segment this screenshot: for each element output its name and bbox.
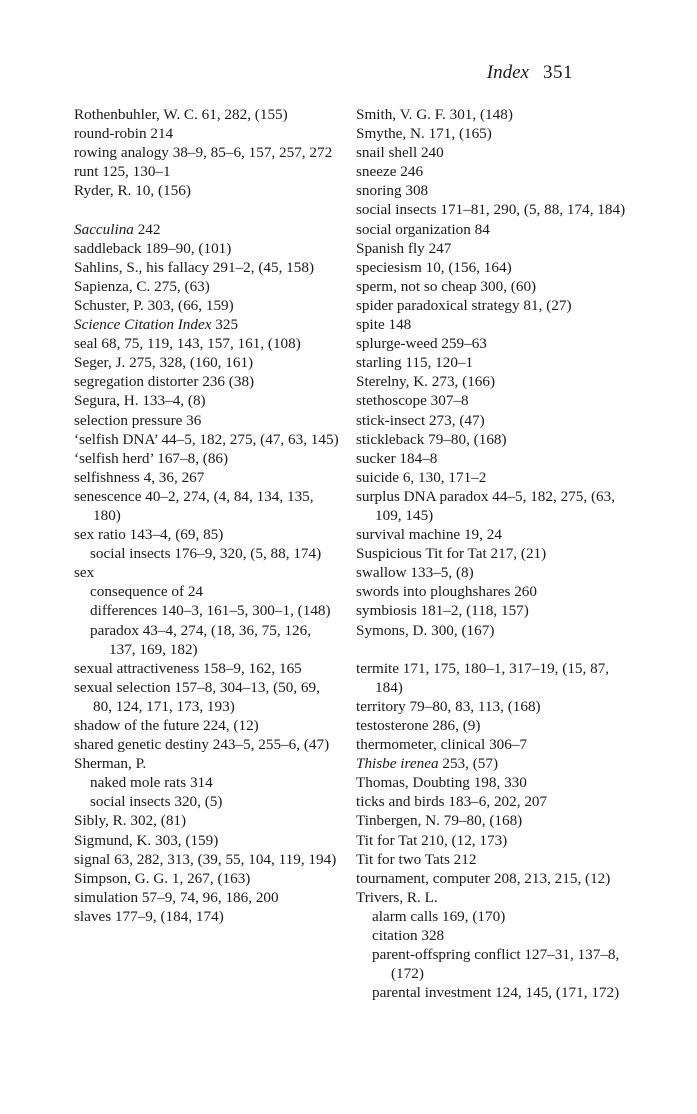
index-entry xyxy=(74,353,339,372)
index-entry xyxy=(356,850,626,869)
entry-text: Symons, D. 300, (167) xyxy=(356,621,495,639)
entry-text: differences 140–3, 161–5, 300–1, (148) xyxy=(90,602,331,620)
index-column-left xyxy=(74,105,339,926)
index-entry xyxy=(356,430,626,449)
entry-text: social insects 176–9, 320, (5, 88, 174) xyxy=(90,545,322,563)
index-entry xyxy=(356,697,626,716)
index-entry xyxy=(356,334,626,353)
entry-text: stickleback 79–80, (168) xyxy=(356,430,507,448)
index-entry xyxy=(74,105,339,124)
index-entry xyxy=(356,582,626,601)
index-entry xyxy=(356,105,626,124)
entry-italic-term: Thisbe irenea xyxy=(356,755,439,773)
index-entry xyxy=(74,831,339,850)
entry-text: Tit for two Tats 212 xyxy=(356,850,477,868)
entry-text: 242 xyxy=(133,220,161,238)
entry-text: sucker 184–8 xyxy=(356,449,438,467)
index-subentry xyxy=(74,544,339,563)
index-entry xyxy=(74,391,339,410)
index-entry xyxy=(356,353,626,372)
entry-text: speciesism 10, (156, 164) xyxy=(356,258,512,276)
entry-text: ‘selfish DNA’ 44–5, 182, 275, (47, 63, 145) xyxy=(74,430,339,448)
index-subentry xyxy=(356,926,626,945)
entry-text: sex ratio 143–4, (69, 85) xyxy=(74,526,224,544)
index-entry xyxy=(356,411,626,430)
index-entry xyxy=(356,468,626,487)
entry-text: Smythe, N. 171, (165) xyxy=(356,125,492,143)
entry-text: swords into ploughshares 260 xyxy=(356,583,537,601)
index-entry xyxy=(356,449,626,468)
entry-text: thermometer, clinical 306–7 xyxy=(356,736,528,754)
entry-text: snail shell 240 xyxy=(356,144,444,162)
entry-text: ticks and birds 183–6, 202, 207 xyxy=(356,793,548,811)
entry-text: spider paradoxical strategy 81, (27) xyxy=(356,296,572,314)
index-entry xyxy=(74,162,339,181)
entry-text: paradox 43–4, 274, (18, 36, 75, 126, 137, 169, 182) xyxy=(90,621,312,658)
entry-text: parent-offspring conflict 127–31, 137–8, (172) xyxy=(372,946,620,983)
index-entry xyxy=(74,563,339,582)
entry-text: spite 148 xyxy=(356,316,412,334)
index-entry xyxy=(74,468,339,487)
entry-text: surplus DNA paradox 44–5, 182, 275, (63, 109, 145) xyxy=(356,487,616,524)
index-entry xyxy=(74,258,339,277)
index-entry xyxy=(356,200,626,219)
entry-text: suicide 6, 130, 171–2 xyxy=(356,468,487,486)
index-entry xyxy=(74,659,339,678)
index-entry xyxy=(356,773,626,792)
index-entry xyxy=(74,334,339,353)
index-subentry xyxy=(74,773,339,792)
entry-text: Seger, J. 275, 328, (160, 161) xyxy=(74,354,254,372)
entry-text: round-robin 214 xyxy=(74,125,174,143)
entry-text: simulation 57–9, 74, 96, 186, 200 xyxy=(74,888,279,906)
entry-text: Sterelny, K. 273, (166) xyxy=(356,373,496,391)
page-number: 351 xyxy=(543,62,573,83)
index-entry xyxy=(356,811,626,830)
entry-text: alarm calls 169, (170) xyxy=(372,907,506,925)
entry-text: sexual selection 157–8, 304–13, (50, 69, 80, 124, 171, 173, 193) xyxy=(74,678,320,715)
entry-italic-term: Science Citation Index xyxy=(74,316,212,334)
entry-text: Ryder, R. 10, (156) xyxy=(74,182,191,200)
index-entry xyxy=(74,181,339,200)
index-entry xyxy=(74,888,339,907)
index-entry xyxy=(356,143,626,162)
index-subentry xyxy=(356,907,626,926)
index-entry xyxy=(74,239,339,258)
index-entry xyxy=(74,220,339,239)
index-entry xyxy=(74,735,339,754)
index-entry xyxy=(74,525,339,544)
entry-text: Smith, V. G. F. 301, (148) xyxy=(356,106,513,123)
entry-text: ‘selfish herd’ 167–8, (86) xyxy=(74,449,229,467)
entry-text: selfishness 4, 36, 267 xyxy=(74,468,205,486)
index-subentry xyxy=(356,945,626,983)
index-entry xyxy=(356,716,626,735)
index-entry xyxy=(356,563,626,582)
entry-text: parental investment 124, 145, (171, 172) xyxy=(372,984,620,1002)
index-entry xyxy=(356,124,626,143)
index-entry xyxy=(74,811,339,830)
entry-text: 253, (57) xyxy=(438,755,499,773)
index-entry xyxy=(356,239,626,258)
entry-text: Segura, H. 133–4, (8) xyxy=(74,392,206,410)
index-subentry xyxy=(74,792,339,811)
index-entry xyxy=(356,181,626,200)
index-entry xyxy=(356,525,626,544)
entry-text: tournament, computer 208, 213, 215, (12) xyxy=(356,869,611,887)
entry-text: sex xyxy=(74,564,95,582)
index-subentry xyxy=(356,983,626,1002)
entry-text: 325 xyxy=(211,316,239,334)
entry-text: social insects 320, (5) xyxy=(90,793,223,811)
entry-text: Tit for Tat 210, (12, 173) xyxy=(356,831,508,849)
running-head xyxy=(487,62,573,84)
index-entry xyxy=(74,143,339,162)
entry-text: Sapienza, C. 275, (63) xyxy=(74,277,210,295)
entry-text: runt 125, 130–1 xyxy=(74,163,171,181)
index-entry xyxy=(74,449,339,468)
index-entry xyxy=(74,277,339,296)
index-entry xyxy=(356,659,626,697)
index-subentry xyxy=(74,621,339,659)
index-entry xyxy=(356,869,626,888)
index-entry xyxy=(356,372,626,391)
entry-text: snoring 308 xyxy=(356,182,429,200)
entry-text: sperm, not so cheap 300, (60) xyxy=(356,277,537,295)
entry-text: Spanish fly 247 xyxy=(356,239,452,257)
index-entry xyxy=(74,411,339,430)
entry-text: Rothenbuhler, W. C. 61, 282, (155) xyxy=(74,106,288,123)
entry-text: shadow of the future 224, (12) xyxy=(74,717,259,734)
index-entry xyxy=(356,544,626,563)
index-entry xyxy=(356,831,626,850)
entry-text: citation 328 xyxy=(372,927,445,945)
entry-text: rowing analogy 38–9, 85–6, 157, 257, 272 xyxy=(74,144,333,162)
entry-text: slaves 177–9, (184, 174) xyxy=(74,907,224,925)
index-entry xyxy=(356,754,626,773)
index-entry xyxy=(74,850,339,869)
index-entry xyxy=(74,372,339,391)
index-entry xyxy=(356,162,626,181)
index-entry xyxy=(74,315,339,334)
entry-text: symbiosis 181–2, (118, 157) xyxy=(356,602,529,620)
entry-text: survival machine 19, 24 xyxy=(356,526,502,544)
entry-text: Sigmund, K. 303, (159) xyxy=(74,831,219,849)
index-entry xyxy=(356,391,626,410)
entry-text: stethoscope 307–8 xyxy=(356,392,469,410)
entry-text: social insects 171–81, 290, (5, 88, 174, 184) xyxy=(356,201,626,219)
entry-text: Simpson, G. G. 1, 267, (163) xyxy=(74,869,251,887)
entry-text: sneeze 246 xyxy=(356,163,424,181)
index-entry xyxy=(74,430,339,449)
index-entry xyxy=(74,716,339,735)
entry-text: termite 171, 175, 180–1, 317–19, (15, 87, 184) xyxy=(356,659,610,696)
entry-text: seal 68, 75, 119, 143, 157, 161, (108) xyxy=(74,335,301,353)
entry-text: naked mole rats 314 xyxy=(90,774,213,792)
index-entry xyxy=(356,296,626,315)
index-entry xyxy=(356,601,626,620)
index-entry xyxy=(356,735,626,754)
entry-text: sexual attractiveness 158–9, 162, 165 xyxy=(74,659,302,677)
entry-gap xyxy=(74,200,339,219)
index-entry xyxy=(74,869,339,888)
entry-text: Suspicious Tit for Tat 217, (21) xyxy=(356,545,547,563)
index-entry xyxy=(356,888,626,907)
index-column-right xyxy=(356,105,626,1002)
index-entry xyxy=(356,792,626,811)
index-entry xyxy=(74,124,339,143)
entry-text: consequence of 24 xyxy=(90,583,204,601)
entry-text: Sahlins, S., his fallacy 291–2, (45, 158) xyxy=(74,258,315,276)
index-subentry xyxy=(74,582,339,601)
entry-text: shared genetic destiny 243–5, 255–6, (47) xyxy=(74,736,330,754)
entry-text: Tinbergen, N. 79–80, (168) xyxy=(356,812,523,830)
index-entry xyxy=(356,220,626,239)
entry-text: Trivers, R. L. xyxy=(356,888,438,906)
entry-text: saddleback 189–90, (101) xyxy=(74,239,232,257)
entry-text: social organization 84 xyxy=(356,220,490,238)
index-entry xyxy=(74,678,339,716)
entry-text: signal 63, 282, 313, (39, 55, 104, 119, 194) xyxy=(74,850,337,868)
entry-text: Thomas, Doubting 198, 330 xyxy=(356,774,527,792)
entry-text: Sherman, P. xyxy=(74,755,147,773)
index-entry xyxy=(74,296,339,315)
index-entry xyxy=(356,277,626,296)
entry-text: segregation distorter 236 (38) xyxy=(74,373,255,391)
entry-text: stick-insect 273, (47) xyxy=(356,411,485,429)
entry-text: senescence 40–2, 274, (4, 84, 134, 135, 180) xyxy=(74,487,314,524)
entry-text: starling 115, 120–1 xyxy=(356,354,474,372)
entry-text: selection pressure 36 xyxy=(74,411,202,429)
index-subentry xyxy=(74,601,339,620)
entry-text: splurge-weed 259–63 xyxy=(356,335,487,353)
entry-italic-term: Sacculina xyxy=(74,220,134,238)
index-entry xyxy=(74,907,339,926)
entry-text: testosterone 286, (9) xyxy=(356,717,481,734)
index-entry xyxy=(356,487,626,525)
running-head-title: Index xyxy=(486,62,529,83)
entry-gap xyxy=(356,640,626,659)
index-entry xyxy=(356,258,626,277)
entry-text: Sibly, R. 302, (81) xyxy=(74,812,187,830)
entry-text: Schuster, P. 303, (66, 159) xyxy=(74,296,234,314)
index-entry xyxy=(74,754,339,773)
entry-text: swallow 133–5, (8) xyxy=(356,564,474,582)
index-entry xyxy=(356,315,626,334)
index-entry xyxy=(356,621,626,640)
entry-text: territory 79–80, 83, 113, (168) xyxy=(356,697,541,715)
index-entry xyxy=(74,487,339,525)
